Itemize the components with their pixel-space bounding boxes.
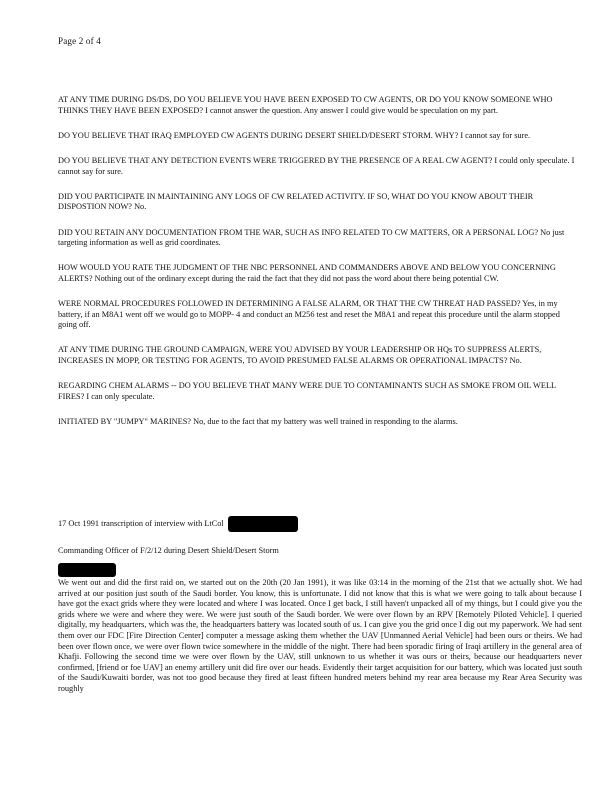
qa-item — [58, 95, 578, 116]
question: DO YOU BELIEVE THAT IRAQ EMPLOYED CW AGENTS DURING DESERT SHIELD/DESERT STORM. WHY? — [58, 130, 461, 140]
answer: I could only speculate. I cannot say for sure. — [58, 155, 575, 176]
question: AT ANY TIME DURING DS/DS, DO YOU BELIEVE YOU HAVE BEEN EXPOSED TO CW AGENTS, OR DO YOU KNOW SOMEONE WHO THINKS THEY HAVE BEEN EXPOSED? — [58, 95, 553, 115]
qa-item — [58, 381, 578, 402]
page-number-header: Page 2 of 4 — [58, 36, 101, 46]
question: REGARDING CHEM ALARMS -- DO YOU BELIEVE THAT MANY WERE DUE TO CONTAMINANTS SUCH AS SMOKE FROM OIL WELL FIRES? — [58, 381, 556, 401]
interview-narrative: We went out and did the first raid on, we started out on the 20th (20 Jan 1991), it was like 03:14 in the morning of the 21st that we actually shot. We had arrived at our position just south of the Saudi border. You know, this is unfortunate. I did not know that this is what we were going to talk about because I have got the exact grids where they were located and where I was located. Once I get back, I still haven't unpacked all of my things, but I could give you the grids where we were and where they were. We were just south of the Saudi border. We were over flown by an RPV [Remotely Piloted Vehicle]. I queried digitally, my headquarters, which was the, the headquarters battery was located south of us. I can give you the grid once I dig out my paperwork. We had sent them over our FDC [Fire Direction Center] computer a message asking them whether the UAV [Unmanned Aerial Vehicle] had been ours or theirs. We had been over flown once, we were over flown twice somewhere in the middle of the night. There had been sporadic firing of Iraqi artillery in the general area of Khafji. Following the second time we were over flown by the UAV, still unknown to us whether it was ours or theirs, because our headquarters never confirmed, [friend or foe UAV] an enemy artillery unit did fire over our heads. Evidently their target acquisition for our battery, which was located just south of the Saudi/Kuwaiti border, was not too good because they fired at least fifteen hundred meters behind my rear area because my Rear Area Security was roughly — [58, 578, 582, 693]
redaction-bar — [58, 563, 116, 577]
answer: I cannot say for sure. — [460, 130, 531, 140]
questionnaire — [58, 95, 578, 442]
qa-item — [58, 345, 578, 366]
transcript-title — [58, 516, 578, 532]
question: AT ANY TIME DURING THE GROUND CAMPAIGN, WERE YOU ADVISED BY YOUR LEADERSHIP OR HQs TO SUPPRESS ALERTS, INCREASES IN MOPP, OR TESTING FOR AGENTS, TO AVOID PRESUMED FALSE ALARMS OR OPERATIONAL IMPACTS? — [58, 345, 542, 366]
question: HOW WOULD YOU RATE THE JUDGMENT OF THE NBC PERSONNEL AND COMMANDERS ABOVE AND BELOW YOU CONCERNING ALERTS? — [58, 263, 556, 283]
answer: No. — [509, 356, 522, 366]
qa-item — [58, 131, 578, 142]
question: WERE NORMAL PROCEDURES FOLLOWED IN DETERMINING A FALSE ALARM, OR THAT THE CW THREAT HAD PASSED? — [58, 299, 523, 309]
question: INITIATED BY "JUMPY" MARINES? — [58, 417, 194, 427]
qa-item — [58, 417, 578, 428]
answer: Nothing out of the ordinary except during the raid the fact that they did not pass the word about there being potential CW. — [94, 273, 499, 283]
qa-item — [58, 263, 578, 284]
qa-item — [58, 192, 578, 213]
qa-item — [58, 156, 578, 177]
transcript-subtitle: Commanding Officer of F/2/12 during Desert Shield/Desert Storm — [58, 546, 279, 555]
transcript-title-text: 17 Oct 1991 transcription of interview with LtCol — [58, 518, 224, 528]
qa-item — [58, 228, 578, 249]
answer: I cannot answer the question. Any answer I could give would be speculation on my part. — [205, 105, 498, 115]
question: DID YOU PARTICIPATE IN MAINTAINING ANY LOGS OF CW RELATED ACTIVITY. IF SO, WHAT DO YOU KNOW ABOUT THEIR DISPOSTION NOW? — [58, 191, 534, 212]
answer: No. — [134, 202, 147, 212]
answer: No just targeting information as well as grid coordinates. — [58, 227, 565, 248]
redaction-bar — [228, 516, 298, 532]
question: DID YOU RETAIN ANY DOCUMENTATION FROM THE WAR, SUCH AS INFO RELATED TO CW MATTERS, OR A PERSONAL LOG? — [58, 227, 541, 237]
answer: No, due to the fact that my battery was well trained in responding to the alarms. — [193, 417, 458, 427]
question: DO YOU BELIEVE THAT ANY DETECTION EVENTS WERE TRIGGERED BY THE PRESENCE OF A REAL CW AGENT? — [58, 155, 495, 165]
qa-item — [58, 299, 578, 331]
answer: I can only speculate. — [86, 391, 155, 401]
answer: Yes, in my battery, if an M8A1 went off we would go to MOPP- 4 and conduct an M256 test and reset the M8A1 and repeat this procedure until the alarm stopped going off. — [58, 299, 560, 330]
